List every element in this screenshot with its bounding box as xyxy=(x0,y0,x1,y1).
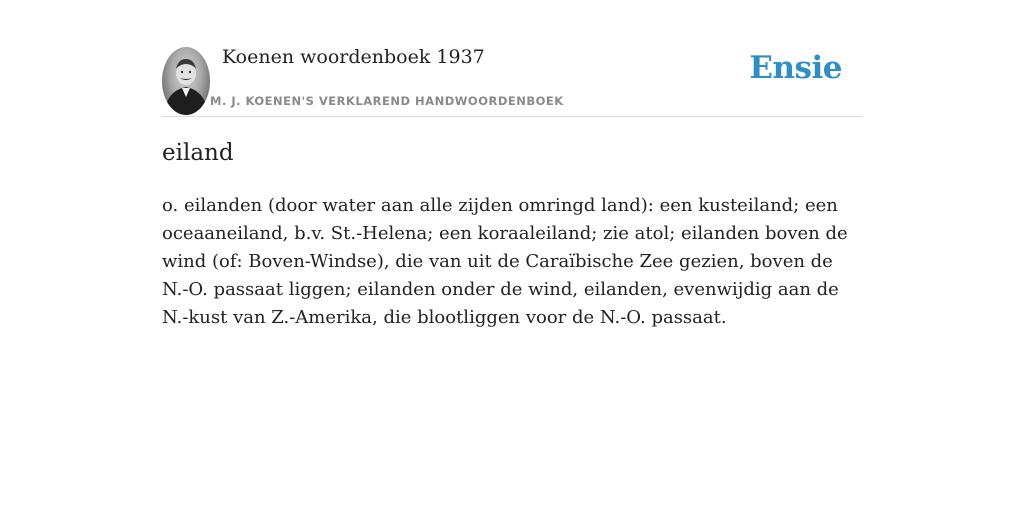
site-subtitle: M. J. KOENEN'S VERKLAREND HANDWOORDENBOEK xyxy=(210,94,564,108)
page xyxy=(162,0,862,328)
author-portrait-icon xyxy=(162,47,210,115)
entry-definition: o. eilanden (door water aan alle zijden omringd land): een kusteiland; een oceaaneiland, b.v. St.-Helena; een koraaleiland; zie atol; eilanden boven de wind (of: Boven-Windse), die van uit de Caraïbische Zee gezien, boven de N.-O. passaat liggen; eilanden onder de wind, eilanden, evenwijdig aan de N.-kust van Z.-Amerika, die blootliggen voor de N.-O. passaat. xyxy=(162,195,848,328)
site-title[interactable]: Koenen woordenboek 1937 xyxy=(222,46,485,68)
ensie-logo-link[interactable]: Ensie xyxy=(749,50,842,86)
site-header xyxy=(162,0,862,117)
entry-headword: eiland xyxy=(162,140,234,166)
